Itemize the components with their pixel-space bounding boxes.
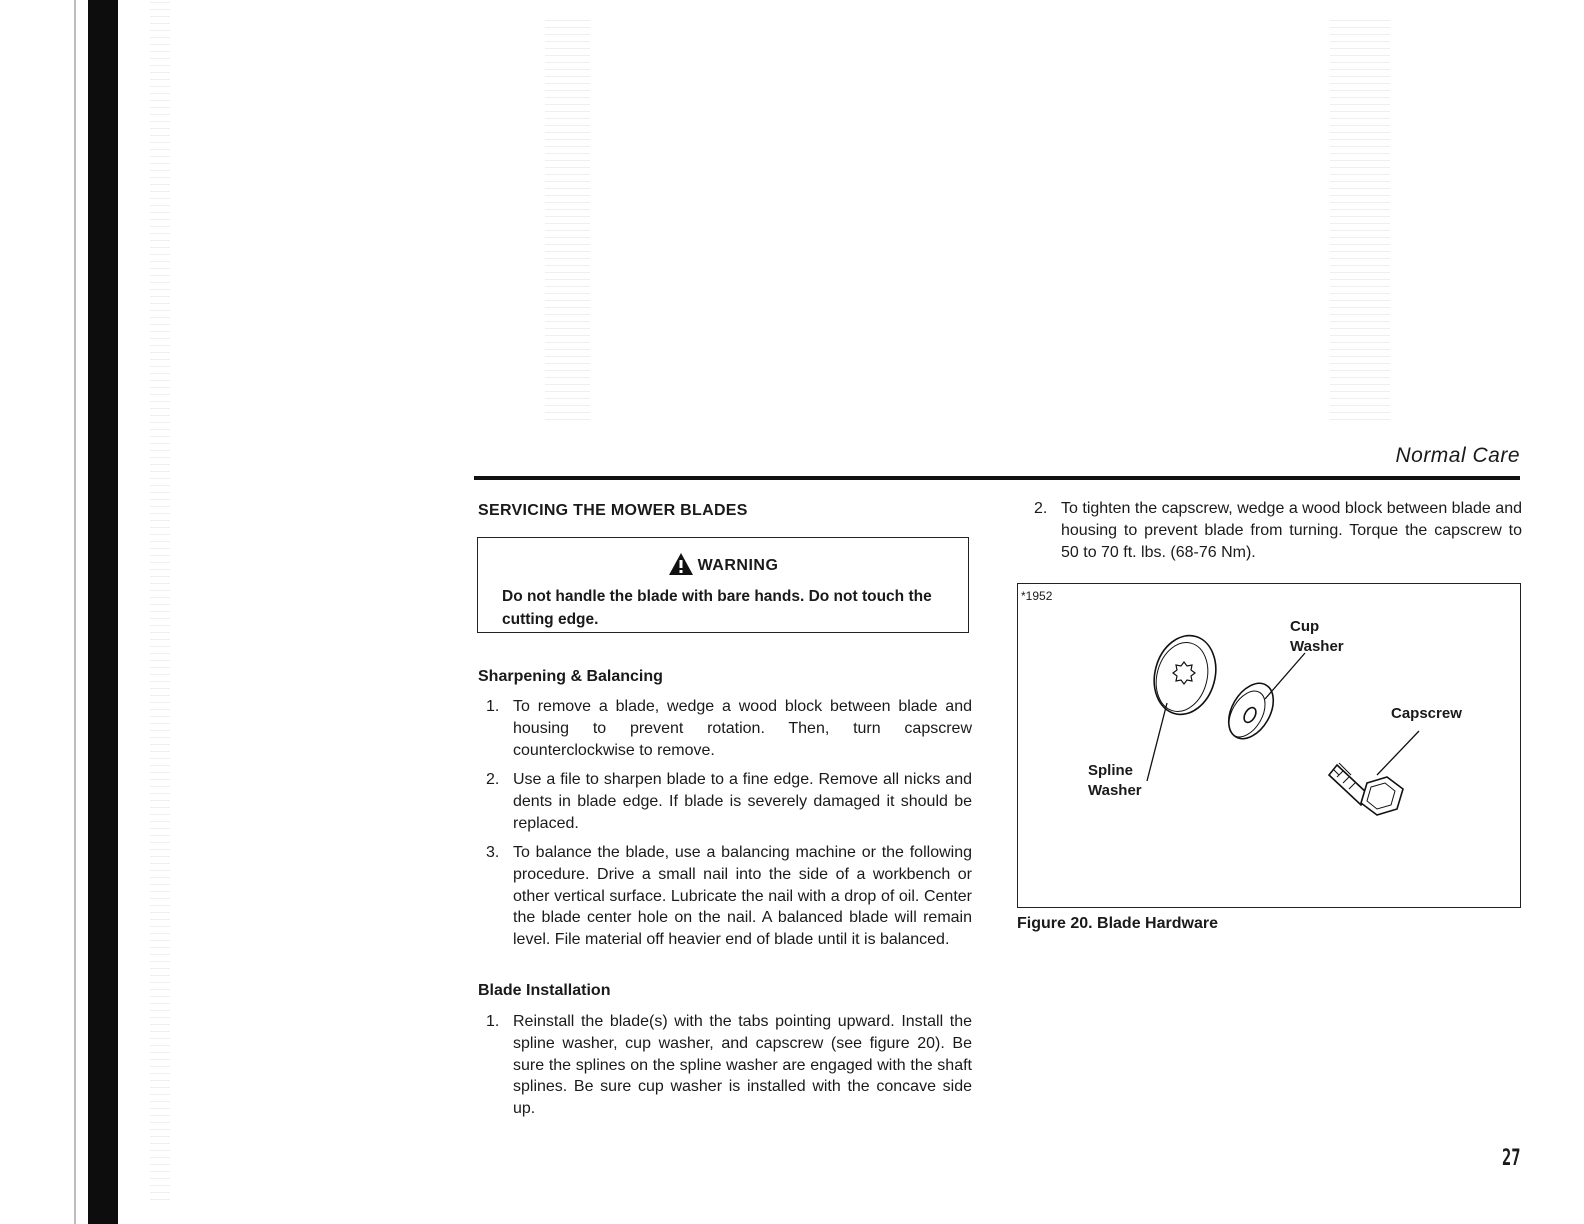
list-item <box>486 769 972 834</box>
step-number: 3. <box>486 844 500 861</box>
spline-washer-icon <box>1146 629 1225 722</box>
list-item <box>486 842 972 951</box>
warning-text: Do not handle the blade with bare hands. Do not touch the cutting edge. <box>502 588 932 628</box>
page-number: 27 <box>1501 1146 1520 1171</box>
step-text: Use a file to sharpen blade to a fine edge. Remove all nicks and dents in blade edge. If blade is severely damaged it should be replaced. <box>513 771 972 832</box>
warning-triangle-icon <box>668 552 694 581</box>
list-item <box>1034 498 1522 563</box>
callout-spline-washer <box>1088 761 1142 801</box>
scan-speckle <box>1330 20 1390 420</box>
warning-title-text: WARNING <box>697 557 779 574</box>
installation-heading: Blade Installation <box>478 982 611 999</box>
list-item <box>486 696 972 761</box>
list-item <box>486 1011 972 1120</box>
callout-text: Cup <box>1290 618 1320 635</box>
figure-code: *1952 <box>1021 589 1053 603</box>
step-text: To balance the blade, use a balancing machine or the following procedure. Drive a small nail into the side of a workbench or other vertical surface. Lubricate the nail with a drop of oil. Center the blade center hole on the nail. A balanced blade will remain level. File material off heavier end of blade until it is balanced. <box>513 844 972 949</box>
cup-washer-icon <box>1220 676 1283 747</box>
step-number: 2. <box>1034 500 1048 517</box>
step-text: To tighten the capscrew, wedge a wood block between blade and housing to prevent blade from turning. Torque the capscrew to 50 to 70 ft. lbs. (68-76 Nm). <box>1061 500 1522 561</box>
blade-hardware-illustration <box>1019 585 1519 905</box>
section-title: Normal Care <box>1395 444 1520 467</box>
step-text: To remove a blade, wedge a wood block between blade and housing to prevent rotation. Then, turn capscrew counterclockwise to remove. <box>513 698 972 759</box>
book-binding <box>88 0 118 1224</box>
capscrew-icon <box>1329 763 1403 815</box>
binding-edge <box>74 0 76 1224</box>
callout-leaders <box>1147 653 1419 781</box>
step-number: 1. <box>486 698 500 715</box>
callout-capscrew: Capscrew <box>1391 705 1462 722</box>
figure-caption: Figure 20. Blade Hardware <box>1017 915 1218 932</box>
callout-text: Washer <box>1088 782 1142 799</box>
callout-cup-washer <box>1290 617 1344 657</box>
warning-title <box>478 552 968 581</box>
scan-speckle <box>150 0 170 1200</box>
page-heading: SERVICING THE MOWER BLADES <box>478 502 748 519</box>
warning-box <box>477 537 969 633</box>
step-number: 2. <box>486 771 500 788</box>
callout-text: Spline <box>1088 762 1134 779</box>
header-rule <box>474 476 1520 480</box>
step-text: Reinstall the blade(s) with the tabs pointing upward. Install the spline washer, cup washer, and capscrew (see figure 20). Be sure the splines on the spline washer are engaged with the shaft splines. Be sure cup washer is installed with the concave side up. <box>513 1013 972 1118</box>
sharpening-heading: Sharpening & Balancing <box>478 668 663 685</box>
step-number: 1. <box>486 1013 500 1030</box>
scan-speckle <box>545 20 590 420</box>
callout-text: Washer <box>1290 638 1344 655</box>
